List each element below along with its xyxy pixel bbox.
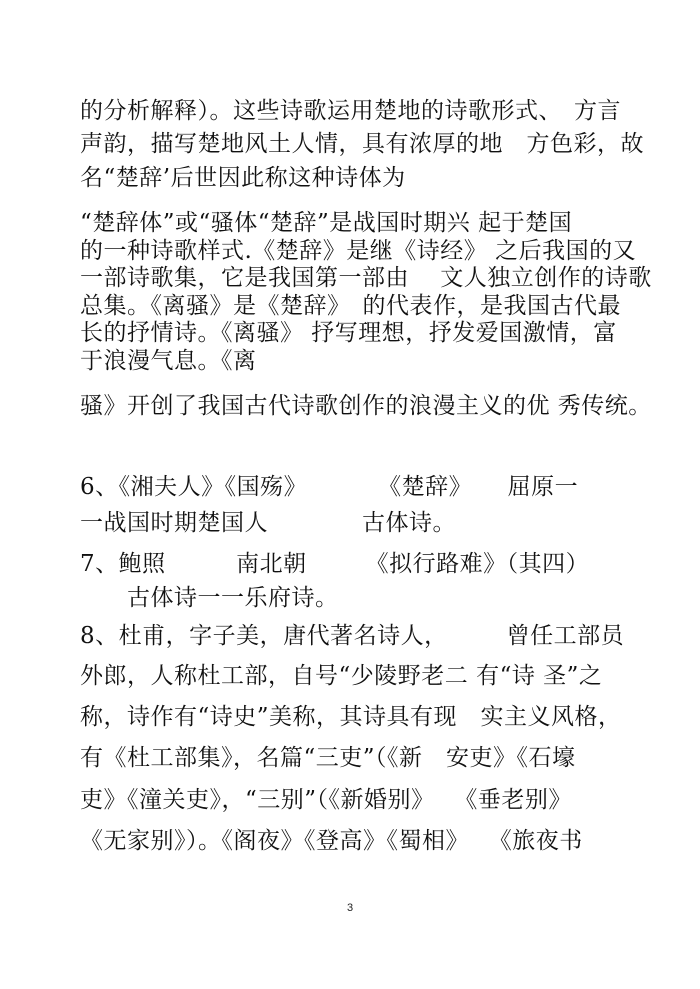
text-line: 吏》《潼关吏》，“三别”（《新婚别》 《垂老别》 [80, 787, 572, 813]
text-line: 有《杜工部集》，名篇“三吏”（《新 安吏》《石壕 [80, 745, 576, 771]
list-item-7: 7、鲍照 南北朝 《拟行路难》（其四） [80, 551, 590, 577]
text-line: “楚辞体”或“骚体“楚辞”是战国时期兴 起于楚国 [80, 210, 573, 236]
text-line: 声韵，描写楚地风土人情，具有浓厚的地 方色彩，故 [80, 131, 644, 157]
text-line: 《无家别》）。《阁夜》《登高》《蜀相》 《旅夜书 [80, 828, 583, 854]
text-line: 一部诗歌集，它是我国第一部由 文人独立创作的诗歌 [80, 265, 652, 291]
text-line: 的分析解释）。这些诗歌运用楚地的诗歌形式、 方言 [80, 98, 621, 124]
text-line: 骚》开创了我国古代诗歌创作的浪漫主义的优 秀传统。 [80, 393, 652, 419]
list-item-6: 6、《湘夫人》《国殇》 《楚辞》 屈原一 [80, 474, 579, 500]
text-line: 外郎，人称杜工部，自号“少陵野老二 有“诗 圣”之 [80, 663, 603, 689]
page-number: 3 [346, 902, 354, 914]
text-line: 的一种诗歌样式.《楚辞》是继《诗经》 之后我国的又 [80, 238, 637, 264]
text-line: 名“楚辞’后世因此称这种诗体为 [80, 165, 406, 191]
text-line: 古体诗一一乐府诗。 [80, 585, 339, 611]
text-line: 称，诗作有“诗史”美称，其诗具有现 实主义风格， [80, 704, 622, 730]
text-line: 于浪漫气息。《离 [80, 348, 257, 374]
list-item-8: 8、杜甫，字子美，唐代著名诗人， 曾任工部员 [80, 623, 625, 649]
text-line: 总集。《离骚》是《楚辞》 的代表作，是我国古代最 [80, 293, 621, 319]
text-line: 长的抒情诗。《离骚》 抒写理想，抒发爱国激情，富 [80, 320, 617, 346]
text-line: 一战国时期楚国人 古体诗。 [80, 510, 456, 536]
